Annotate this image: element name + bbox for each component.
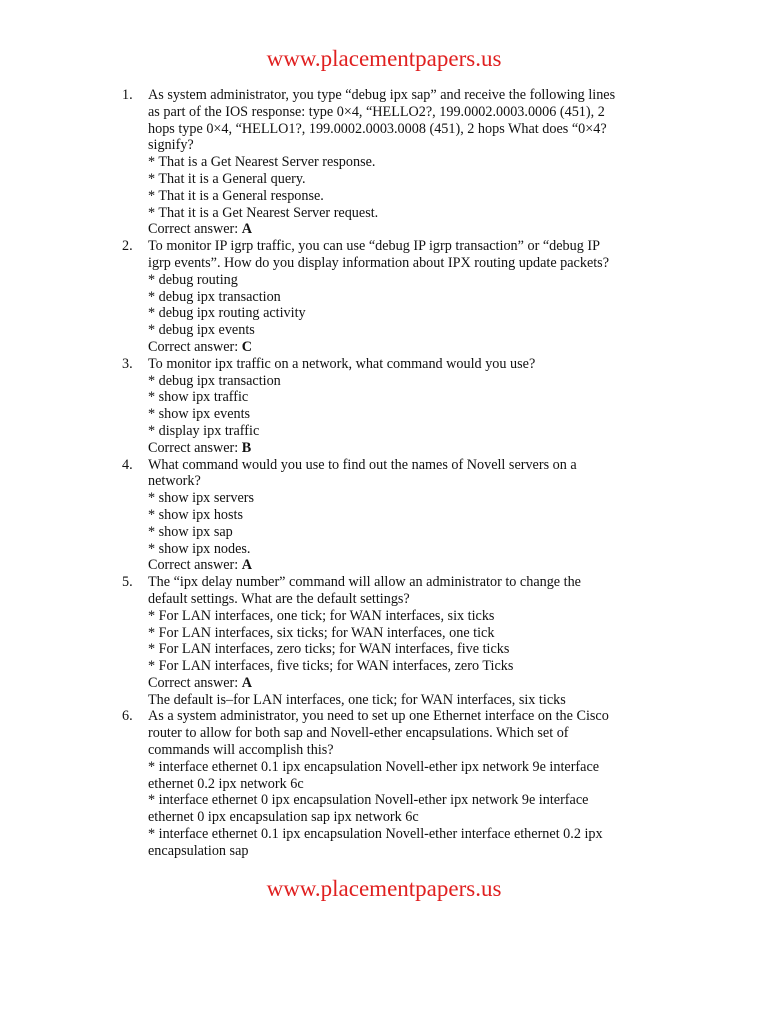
answer-option: * For LAN interfaces, five ticks; for WAN interfaces, zero Ticks: [148, 658, 514, 675]
question-1: [122, 87, 662, 238]
question-number: 4.: [122, 456, 133, 473]
question-list: [122, 87, 662, 860]
question-5: [122, 574, 662, 708]
answer-option: * debug ipx events: [148, 322, 255, 339]
correct-answer: [148, 675, 662, 692]
answer-option: * debug ipx routing activity: [148, 305, 306, 322]
answer-option: * That it is a General query.: [148, 170, 306, 187]
correct-answer-letter: A: [241, 674, 253, 691]
correct-answer-label: Correct answer:: [148, 557, 242, 574]
question-text-line: default settings. What are the default settings?: [148, 590, 410, 607]
correct-answer-label: Correct answer:: [148, 439, 242, 456]
answer-option: * interface ethernet 0.1 ipx encapsulation Novell-ether ipx network 9e interface: [148, 758, 600, 775]
question-6: [122, 708, 662, 859]
answer-option: * interface ethernet 0 ipx encapsulation Novell-ether ipx network 9e interface: [148, 792, 589, 809]
question-3: [122, 356, 662, 457]
question-text-line: What command would you use to find out the names of Novell servers on a: [148, 456, 577, 473]
answer-option: * That is a Get Nearest Server response.: [148, 154, 376, 171]
question-text-line: To monitor ipx traffic on a network, what command would you use?: [148, 355, 536, 372]
correct-answer: [148, 557, 662, 574]
correct-answer-label: Correct answer:: [148, 674, 242, 691]
question-text-line: hops type 0×4, “HELLO1?, 199.0002.0003.0008 (451), 2 hops What does “0×4?: [148, 120, 607, 137]
answer-explanation: The default is–for LAN interfaces, one tick; for WAN interfaces, six ticks: [148, 691, 566, 708]
question-number: 2.: [122, 238, 133, 255]
question-number: 1.: [122, 87, 133, 103]
answer-option-continued: ethernet 0 ipx encapsulation sap ipx network 6c: [148, 809, 419, 826]
answer-option: * interface ethernet 0.1 ipx encapsulation Novell-ether interface ethernet 0.2 ipx: [148, 826, 603, 843]
question-text-line: signify?: [148, 137, 194, 154]
answer-option-continued: ethernet 0.2 ipx network 6c: [148, 775, 304, 792]
answer-option: * For LAN interfaces, zero ticks; for WAN interfaces, five ticks: [148, 641, 510, 658]
correct-answer: [148, 440, 662, 457]
answer-option: * For LAN interfaces, six ticks; for WAN interfaces, one tick: [148, 624, 495, 641]
question-text-line: igrp events”. How do you display information about IPX routing update packets?: [148, 254, 609, 271]
question-text-line: To monitor IP igrp traffic, you can use “debug IP igrp transaction” or “debug IP: [148, 238, 600, 255]
question-number: 3.: [122, 355, 133, 372]
question-number: 6.: [122, 708, 133, 725]
question-number: 5.: [122, 574, 133, 591]
question-text-line: The “ipx delay number” command will allow an administrator to change the: [148, 574, 581, 591]
answer-option: * show ipx servers: [148, 490, 254, 507]
question-text-line: commands will accomplish this?: [148, 742, 334, 759]
footer-site-url[interactable]: www.placementpapers.us: [266, 876, 502, 901]
correct-answer-letter: C: [241, 338, 253, 355]
answer-option: * show ipx traffic: [148, 389, 249, 406]
question-text-line: As a system administrator, you need to set up one Ethernet interface on the Cisco: [148, 708, 609, 725]
answer-option-continued: encapsulation sap: [148, 842, 249, 859]
answer-option: * debug ipx transaction: [148, 372, 281, 389]
correct-answer-letter: B: [241, 439, 252, 456]
correct-answer: [148, 221, 662, 238]
question-text-line: network?: [148, 473, 201, 490]
answer-option: * display ipx traffic: [148, 422, 260, 439]
question-text-line: router to allow for both sap and Novell-ether encapsulations. Which set of: [148, 725, 569, 742]
correct-answer-label: Correct answer:: [148, 221, 242, 238]
correct-answer: [148, 339, 662, 356]
correct-answer-letter: A: [241, 557, 253, 574]
question-4: [122, 457, 662, 575]
header-site-url[interactable]: www.placementpapers.us: [266, 46, 502, 71]
answer-option: * debug ipx transaction: [148, 288, 281, 305]
answer-option: * That it is a General response.: [148, 187, 324, 204]
answer-option: * debug routing: [148, 271, 238, 288]
answer-option: * That it is a Get Nearest Server request.: [148, 204, 379, 221]
answer-option: * show ipx sap: [148, 523, 233, 540]
correct-answer-label: Correct answer:: [148, 338, 242, 355]
question-2: [122, 238, 662, 356]
question-text-line: As system administrator, you type “debug ipx sap” and receive the following lines: [148, 87, 616, 103]
question-text-line: as part of the IOS response: type 0×4, “HELLO2?, 199.0002.0003.0006 (451), 2: [148, 103, 605, 120]
answer-option: * show ipx nodes.: [148, 540, 251, 557]
answer-option: * show ipx events: [148, 406, 251, 423]
correct-answer-letter: A: [241, 221, 253, 238]
answer-option: * For LAN interfaces, one tick; for WAN interfaces, six ticks: [148, 607, 495, 624]
answer-option: * show ipx hosts: [148, 506, 243, 523]
